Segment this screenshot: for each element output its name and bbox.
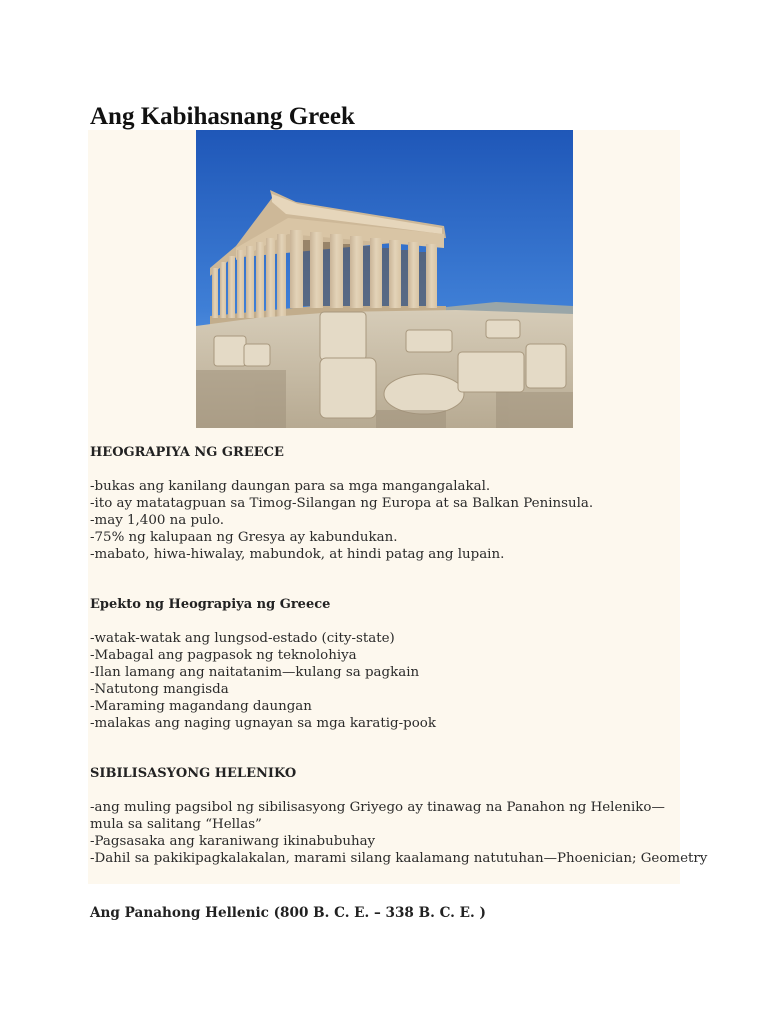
list-item: -Maraming magandang daungan bbox=[90, 699, 312, 714]
period-heading: Ang Panahong Hellenic (800 B. C. E. – 338 B. C. E. ) bbox=[90, 905, 486, 921]
list-item: -ang muling pagsibol ng sibilisasyong Griyego ay tinawag na Panahon ng Heleniko—mula sa salitang “Hellas” bbox=[90, 800, 665, 832]
bullet-list bbox=[90, 799, 708, 867]
section-heading: SIBILISASYONG HELENIKO bbox=[90, 766, 297, 781]
list-item: -Ilan lamang ang naitatanim—kulang sa pagkain bbox=[90, 665, 420, 680]
list-item: -malakas ang naging ugnayan sa mga karatig-pook bbox=[90, 716, 436, 731]
list-item: -Pagsasaka ang karaniwang ikinabubuhay bbox=[90, 834, 376, 849]
section-geography bbox=[90, 444, 690, 563]
section-hellenic bbox=[90, 765, 708, 867]
list-item: -75% ng kalupaan ng Gresya ay kabundukan. bbox=[90, 530, 398, 545]
list-item: -may 1,400 na pulo. bbox=[90, 513, 225, 528]
list-item: -ito ay matatagpuan sa Timog-Silangan ng Europa at sa Balkan Peninsula. bbox=[90, 496, 594, 511]
bullet-list bbox=[90, 630, 690, 732]
page-title: Ang Kabihasnang Greek bbox=[90, 103, 355, 130]
parthenon-photo bbox=[196, 130, 573, 428]
list-item: -mabato, hiwa-hiwalay, mabundok, at hindi patag ang lupain. bbox=[90, 547, 505, 562]
list-item: -Mabagal ang pagpasok ng teknolohiya bbox=[90, 648, 357, 663]
bullet-list bbox=[90, 478, 690, 563]
section-effects bbox=[90, 596, 690, 732]
list-item: -Natutong mangisda bbox=[90, 682, 229, 697]
list-item: -watak-watak ang lungsod-estado (city-state) bbox=[90, 631, 395, 646]
section-heading: Epekto ng Heograpiya ng Greece bbox=[90, 597, 331, 612]
list-item: -bukas ang kanilang daungan para sa mga mangangalakal. bbox=[90, 479, 491, 494]
section-heading: HEOGRAPIYA NG GREECE bbox=[90, 445, 284, 460]
list-item: -Dahil sa pakikipagkalakalan, marami silang kaalamang natutuhan—Phoenician; Geometry bbox=[90, 851, 708, 866]
